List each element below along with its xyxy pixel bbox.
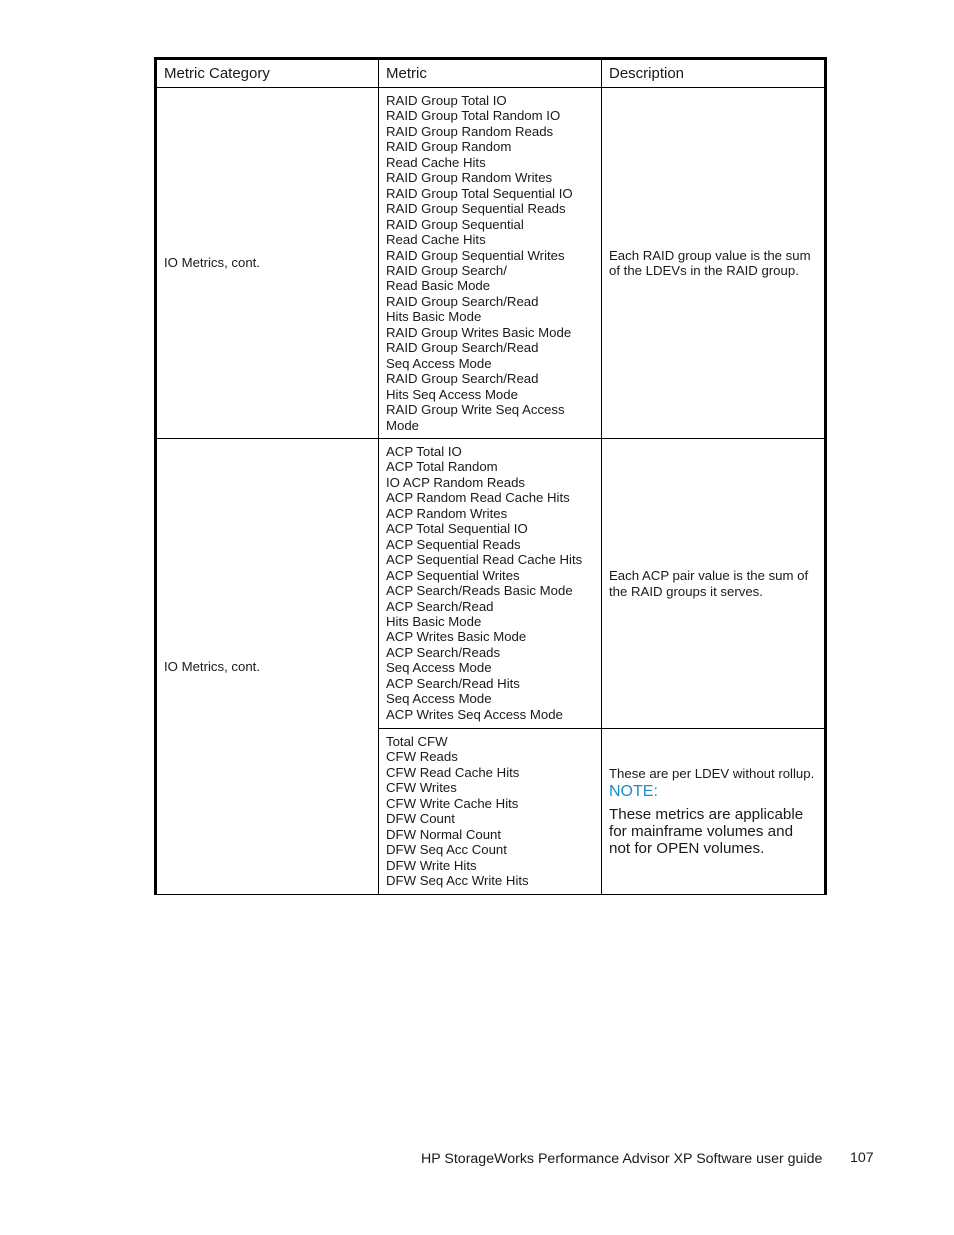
metric-name: Seq Access Mode	[386, 660, 492, 676]
metric-name: DFW Seq Acc Count	[386, 842, 507, 858]
category-cell: IO Metrics, cont.	[156, 88, 379, 439]
metric-name: Read Basic Mode	[386, 278, 491, 294]
metric-name: IO ACP Random Reads	[386, 474, 526, 490]
metric-name: DFW Write Hits	[386, 857, 477, 873]
metric-name: RAID Group Total Sequential IO	[386, 185, 573, 201]
metric-name: Seq Access Mode	[386, 355, 492, 371]
metric-name: RAID Group Total IO	[386, 93, 507, 108]
metric-name: ACP Total Sequential IO	[386, 521, 528, 537]
description-cell	[602, 88, 826, 439]
description-cell	[602, 729, 826, 895]
metric-name: ACP Search/Reads	[386, 644, 501, 660]
metric-list	[379, 88, 602, 439]
metric-name: DFW Seq Acc Write Hits	[386, 873, 529, 889]
table-row	[156, 88, 826, 439]
metric-name: ACP Random Read Cache Hits	[386, 490, 570, 506]
description-line: These are per LDEV without rollup.	[609, 766, 815, 782]
table-row	[156, 439, 826, 729]
metric-name: ACP Sequential Writes	[386, 567, 520, 583]
header-metric-category: Metric Category	[156, 59, 379, 88]
metric-name: DFW Count	[386, 811, 455, 827]
metric-name: RAID Group Search/Read	[386, 293, 539, 309]
metric-name: RAID Group Sequential Reads	[386, 201, 566, 217]
metric-name: RAID Group Sequential	[386, 216, 524, 232]
metric-name: ACP Search/Read	[386, 598, 494, 614]
metric-name: Hits Basic Mode	[386, 613, 482, 629]
metric-name: ACP Writes Seq Access Mode	[386, 706, 563, 722]
metric-name: RAID Group Random Reads	[386, 123, 554, 139]
metric-name: CFW Write Cache Hits	[386, 795, 519, 811]
description-text	[609, 766, 817, 781]
metric-name: ACP Search/Read Hits	[386, 675, 520, 691]
table-header-row	[156, 59, 826, 88]
metric-name: CFW Writes	[386, 780, 457, 796]
metric-name: RAID Group Write Seq Access	[386, 402, 565, 418]
metric-name: Total CFW	[386, 734, 448, 749]
description-line: Each ACP pair value is the sum of	[609, 568, 809, 584]
page-number: 107	[850, 1150, 874, 1166]
metric-name: ACP Writes Basic Mode	[386, 629, 527, 645]
metric-name: Hits Seq Access Mode	[386, 386, 518, 402]
description-line: the RAID groups it serves.	[609, 583, 763, 599]
metric-name: ACP Total Random	[386, 459, 498, 475]
metric-name: RAID Group Writes Basic Mode	[386, 324, 572, 340]
metric-name: ACP Search/Reads Basic Mode	[386, 583, 573, 599]
metric-name: Seq Access Mode	[386, 691, 492, 707]
description-line: Each RAID group value is the sum	[609, 247, 811, 263]
metric-name: ACP Random Writes	[386, 505, 508, 521]
note-body: These metrics are applicable for mainframe volumes and not for OPEN volumes.	[609, 805, 804, 857]
header-description: Description	[602, 59, 826, 88]
header-metric: Metric	[379, 59, 602, 88]
metric-name: RAID Group Total Random IO	[386, 108, 561, 124]
metric-name: DFW Normal Count	[386, 826, 502, 842]
metric-name: CFW Reads	[386, 749, 458, 765]
description-line: of the LDEVs in the RAID group.	[609, 263, 799, 278]
metric-name: ACP Sequential Reads	[386, 536, 521, 552]
metric-name: RAID Group Random Writes	[386, 170, 553, 186]
footer-document-title: HP StorageWorks Performance Advisor XP Software user guide	[421, 1151, 823, 1167]
metric-list	[379, 729, 602, 895]
metric-name: RAID Group Search/	[386, 262, 507, 278]
metric-name: RAID Group Search/Read	[386, 340, 539, 356]
metric-name: RAID Group Sequential Writes	[386, 247, 565, 263]
metric-name: ACP Total IO	[386, 444, 462, 459]
category-cell: IO Metrics, cont.	[156, 439, 379, 895]
note-title: NOTE:	[609, 782, 658, 800]
metric-name: RAID Group Search/Read	[386, 371, 539, 387]
metric-name: CFW Read Cache Hits	[386, 764, 520, 780]
metrics-table	[154, 57, 827, 895]
metric-name: Read Cache Hits	[386, 232, 486, 248]
description-cell	[602, 439, 826, 729]
metric-name: Hits Basic Mode	[386, 309, 482, 325]
metric-name: RAID Group Random	[386, 139, 512, 155]
metric-name: ACP Sequential Read Cache Hits	[386, 552, 583, 568]
metric-name: Mode	[386, 417, 419, 433]
metric-name: Read Cache Hits	[386, 154, 486, 170]
metric-list	[379, 439, 602, 729]
